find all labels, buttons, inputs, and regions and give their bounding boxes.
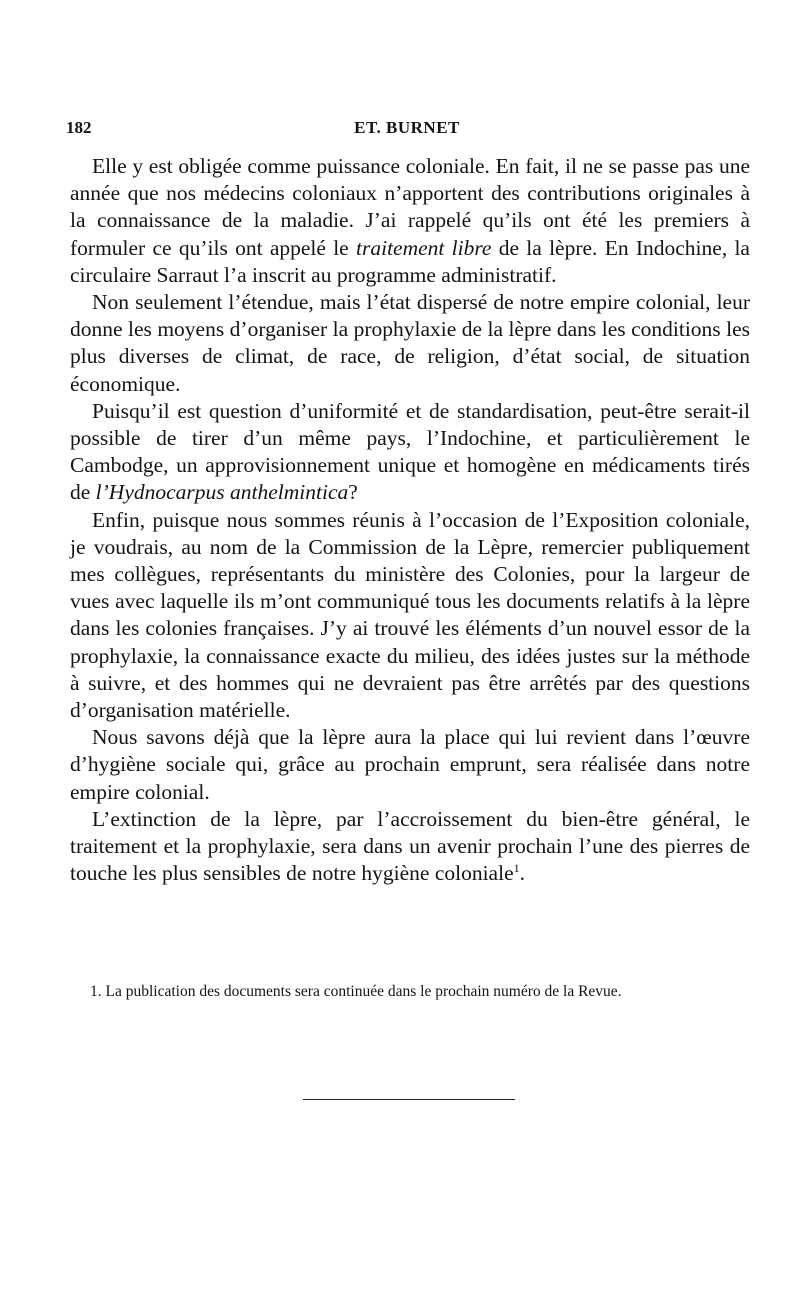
paragraph: Nous savons déjà que la lèpre aura la place qui lui revient dans l’œuvre d’hygiène sociale qui, grâce au prochain emprunt, sera réalisée dans notre empire colonial. <box>70 725 750 804</box>
footnote-number: 1. <box>90 983 102 1000</box>
paragraph: Non seulement l’étendue, mais l’état dispersé de notre empire colonial, leur donne les moyens d’organiser la prophylaxie de la lèpre dans les conditions les plus diverses de climat, de race, de religion, d’état social, de situation économique. <box>70 290 750 396</box>
paragraph: Elle y est obligée comme puissance coloniale. En fait, il ne se passe pas une année que nos médecins coloniaux n’apportent des contributions originales à la connaissance de la maladie. J’ai rappelé qu’ils ont été les premiers à formuler ce qu’ils ont appelé le traitement libre de la lèpre. En Indochine, la circulaire Sarraut l’a inscrit au programme administratif. <box>70 154 750 287</box>
body-text <box>70 153 750 887</box>
footnote-text: La publication des documents sera continuée dans le prochain numéro de la Revue. <box>105 983 622 1000</box>
footnote-marker: 1 <box>513 861 520 876</box>
paragraph: Puisqu’il est question d’uniformité et de standardisation, peut-être serait-il possible de tirer d’un même pays, l’Indochine, et particulièrement le Cambodge, un approvisionnement unique et homogène en médicaments tirés de l’Hydnocarpus anthelmintica? <box>70 398 750 505</box>
footnote <box>70 982 750 1002</box>
paragraph: L’extinction de la lèpre, par l’accroissement du bien-être général, le traitement et la prophylaxie, sera dans un avenir prochain l’une des pierres de touche les plus sensibles de notre hygiène coloniale$^1$. <box>70 806 750 886</box>
paragraph: Enfin, puisque nous sommes réunis à l’occasion de l’Exposition coloniale, je voudrais, au nom de la Commission de la Lèpre, remercier publiquement mes collègues, représentants du ministère des Colonies, pour la largeur de vues avec laquelle ils m’ont communiqué tous les documents relatifs à la lèpre dans les colonies françaises. J’y ai trouvé les éléments d’un nouvel essor de la prophylaxie, la connaissance exacte du milieu, des idées justes sur la méthode à suivre, et des hommes qui ne devraient pas être arrêtés par des questions d’organisation matérielle. <box>70 507 750 723</box>
running-head: ET. BURNET <box>354 118 460 137</box>
italic-phrase: traitement libre <box>356 235 492 260</box>
section-end-rule <box>303 1099 515 1100</box>
page-number: 182 <box>66 118 92 137</box>
italic-phrase: l’Hydnocarpus anthelmintica <box>95 480 349 505</box>
page-header <box>66 118 748 142</box>
